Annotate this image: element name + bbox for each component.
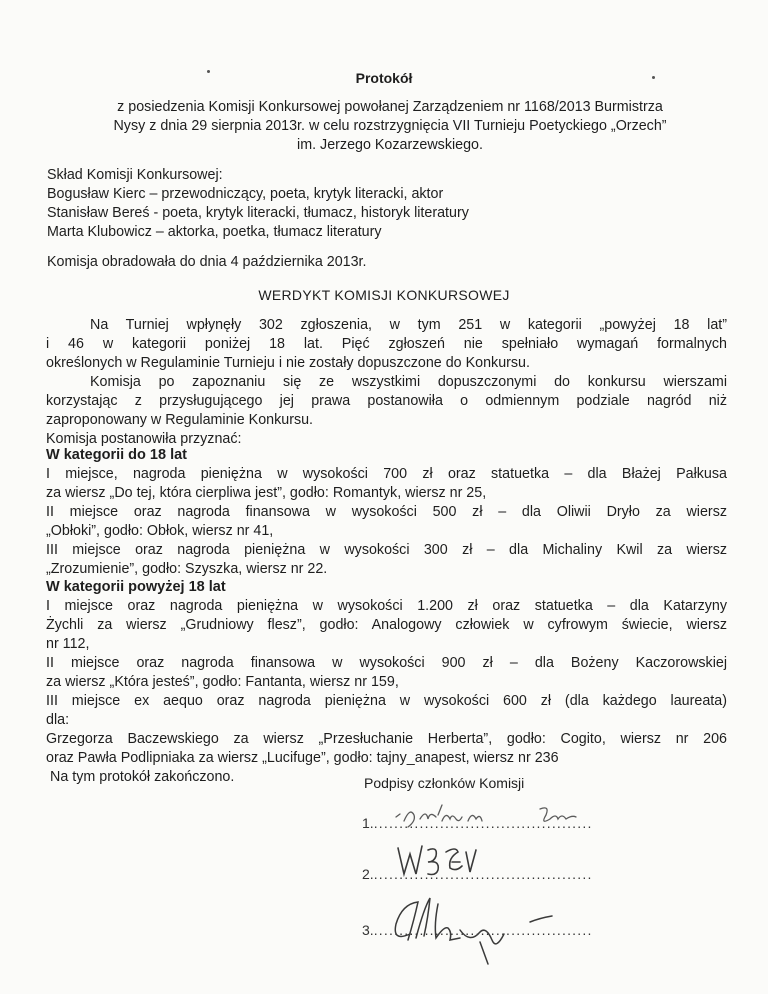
award-line: za wiersz „Do tej, która cierpliwa jest”, godło: Romantyk, wiersz nr 25, (46, 485, 487, 501)
verdict-title: WERDYKT KOMISJI KONKURSOWEJ (258, 287, 510, 303)
award-line: III miejsce ex aequo oraz nagroda pieniężna w wysokości 600 zł (dla każdego laureata) (46, 693, 727, 709)
intro-paragraph (40, 98, 740, 155)
category-heading: W kategorii do 18 lat (46, 447, 187, 463)
award-line: II miejsce oraz nagroda finansowa w wysokości 900 zł – dla Bożeny Kaczorowskiej (46, 655, 727, 671)
verdict-paragraph (46, 316, 727, 449)
session-text: Komisja obradowała do dnia 4 października 2013r. (47, 254, 367, 270)
verdict-line: Komisja po zapoznaniu się ze wszystkimi dopuszczonymi do konkursu wierszami (90, 374, 727, 390)
handwritten-signature-1 (380, 795, 610, 835)
intro-line: z posiedzenia Komisji Konkursowej powołanej Zarządzeniem nr 1168/2013 Burmistrza (117, 99, 663, 115)
signatures-label: Podpisy członków Komisji (364, 775, 525, 791)
category-under-18 (46, 446, 727, 579)
committee-member: Marta Klubowicz – aktorka, poetka, tłumacz literatury (47, 224, 382, 240)
signature-dots: ........................................... (373, 866, 593, 882)
committee-member: Bogusław Kierc – przewodniczący, poeta, krytyk literacki, aktor (47, 186, 444, 202)
verdict-line: korzystając z przysługującego jej prawa postanowiła o odmiennym podziale nagród niż (46, 393, 727, 409)
award-line: I miejsce oraz nagroda pieniężna w wysokości 1.200 zł oraz statuetka – dla Katarzyny (46, 598, 727, 614)
signature-dots: ........................................... (373, 815, 593, 831)
award-line: III miejsce oraz nagroda pieniężna w wysokości 300 zł – dla Michaliny Kwil za wiersz (46, 542, 727, 558)
award-line: „Obłoki”, godło: Obłok, wiersz nr 41, (46, 523, 274, 539)
verdict-line: Komisja postanowiła przyznać: (46, 431, 242, 447)
signature-number: 3. (362, 922, 374, 938)
verdict-line: zaproponowany w Regulaminie Konkursu. (46, 412, 314, 428)
category-heading: W kategorii powyżej 18 lat (46, 579, 226, 595)
verdict-line: i 46 w kategorii poniżej 18 lat. Pięć zgłoszeń nie spełniało wymagań formalnych (46, 336, 727, 352)
award-line: I miejsce, nagroda pieniężna w wysokości 700 zł oraz statuetka – dla Błażej Pałkusa (46, 466, 727, 482)
session-note (47, 253, 727, 272)
handwritten-signature-2 (392, 838, 512, 883)
intro-line: Nysy z dnia 29 sierpnia 2013r. w celu rozstrzygnięcia VII Turnieju Poetyckiego „Orzech” (113, 118, 667, 134)
award-line: dla: (46, 712, 70, 728)
signature-dots: ........................................... (373, 922, 593, 938)
award-line: „Zrozumienie”, godło: Szyszka, wiersz nr 22. (46, 561, 328, 577)
closing-line: Na tym protokół zakończono. (50, 769, 235, 785)
verdict-line: Na Turniej wpłynęły 302 zgłoszenia, w tym 251 w kategorii „powyżej 18 lat” (90, 317, 727, 333)
award-line: nr 112, (46, 636, 90, 652)
committee-list (47, 166, 727, 242)
committee-member: Stanisław Bereś - poeta, krytyk literacki, tłumacz, historyk literatury (47, 205, 469, 221)
intro-line: im. Jerzego Kozarzewskiego. (297, 137, 483, 153)
verdict-line: określonych w Regulaminie Turnieju i nie zostały dopuszczone do Konkursu. (46, 355, 530, 371)
award-line: II miejsce oraz nagroda finansowa w wysokości 500 zł – dla Oliwii Dryło za wiersz (46, 504, 727, 520)
award-line: za wiersz „Która jesteś”, godło: Fantanta, wiersz nr 159, (46, 674, 399, 690)
signature-number: 2. (362, 866, 374, 882)
award-line: oraz Pawła Podlipniaka za wiersz „Lucifuge”, godło: tajny_anapest, wiersz nr 236 (46, 750, 559, 766)
award-line: Grzegorza Baczewskiego za wiersz „Przesłuchanie Herberta”, godło: Cogito, wiersz nr 206 (46, 731, 727, 747)
signature-number: 1. (362, 815, 374, 831)
category-over-18 (46, 578, 727, 787)
handwritten-signature-3 (380, 890, 570, 970)
document-title: Protokół (355, 70, 413, 86)
award-line: Żychli za wiersz „Grudniowy flesz”, godło: Analogowy człowiek w cyfrowym świecie, wiersz (46, 617, 727, 633)
committee-heading: Skład Komisji Konkursowej: (47, 167, 223, 183)
